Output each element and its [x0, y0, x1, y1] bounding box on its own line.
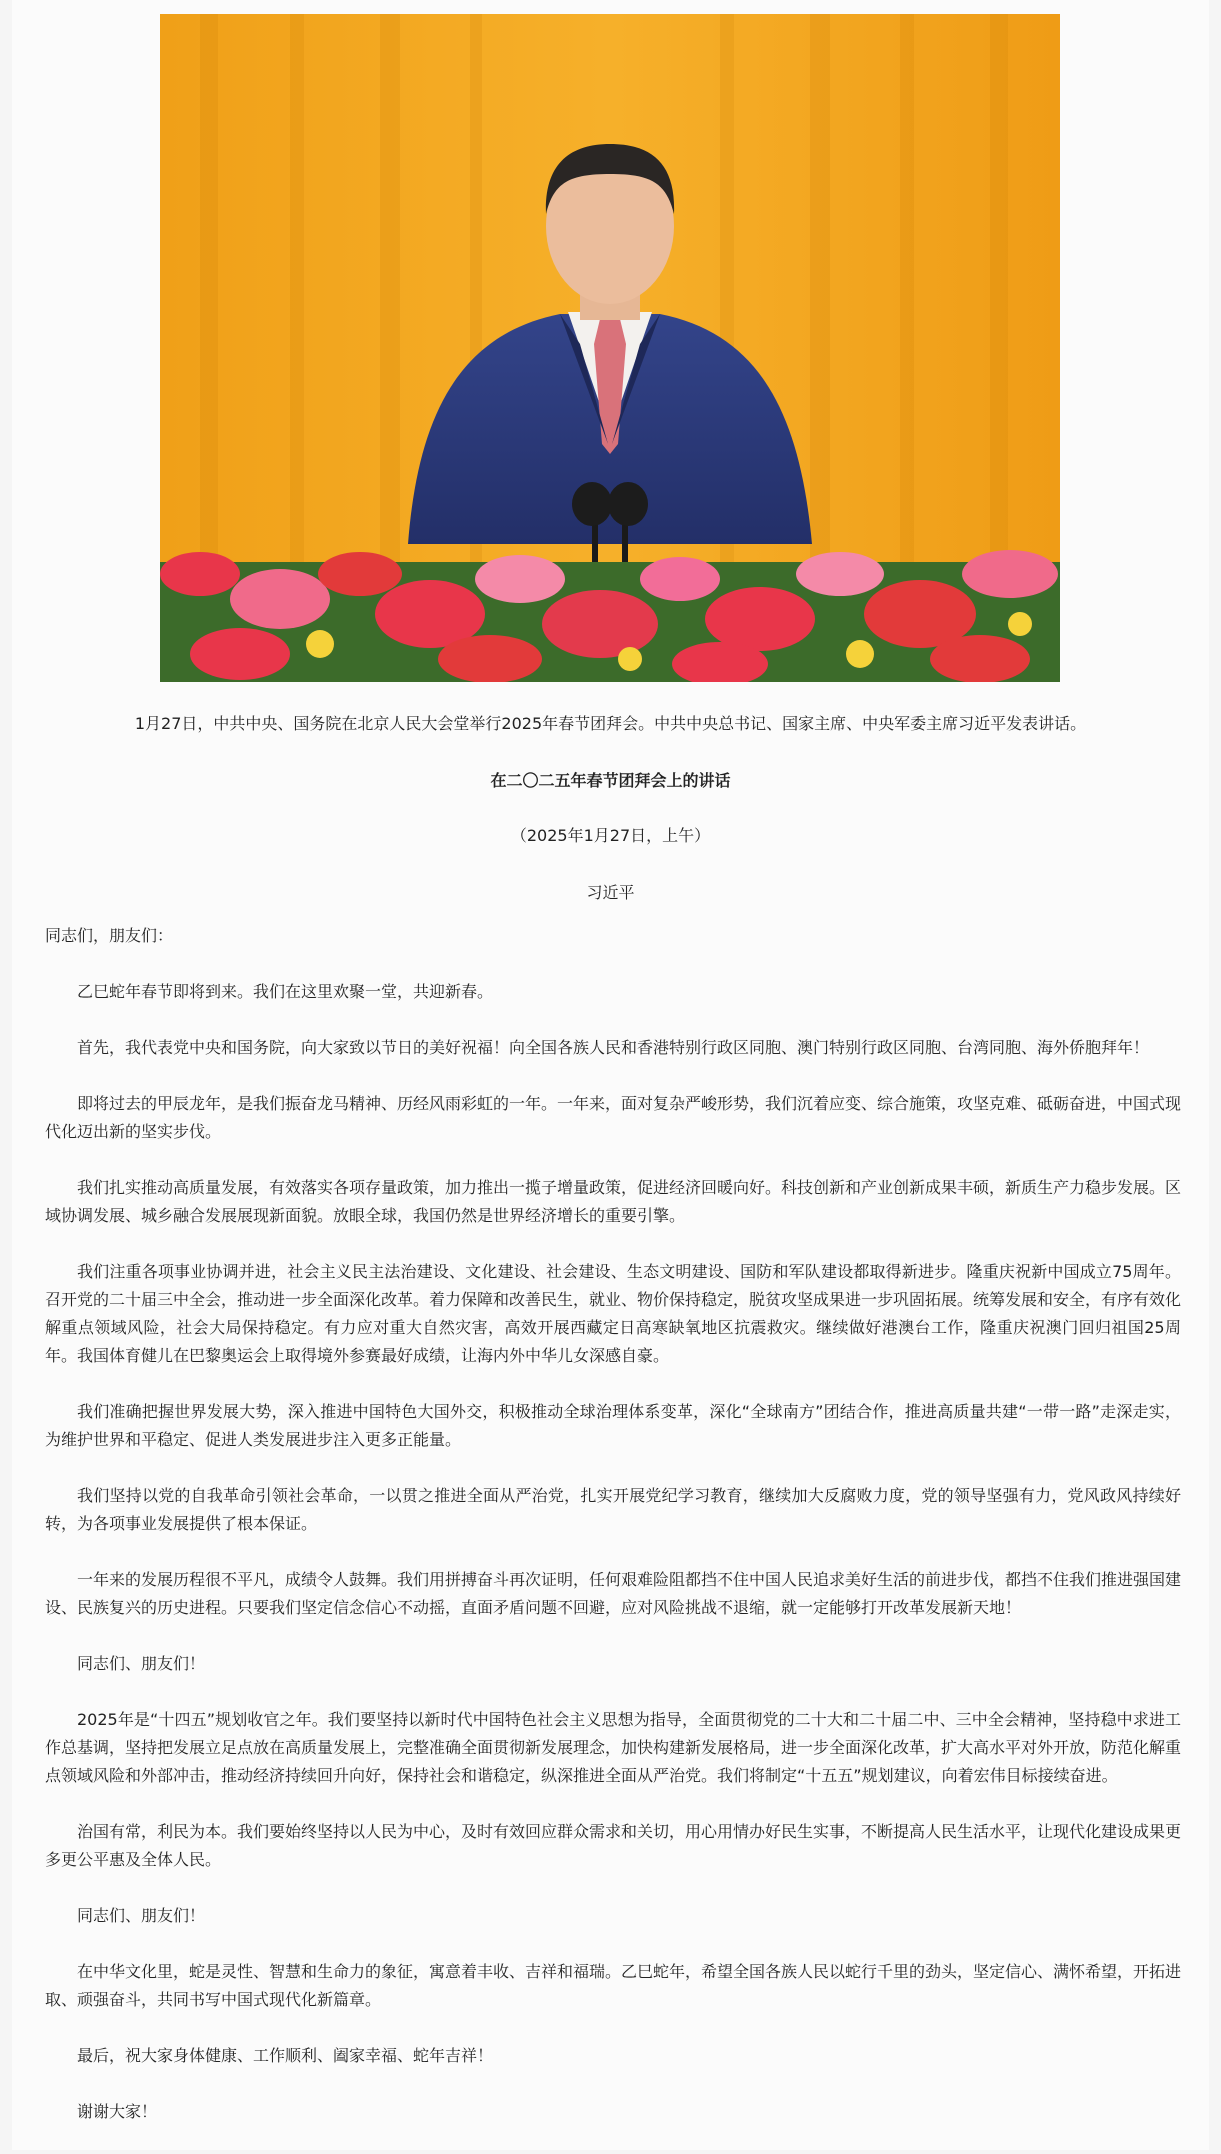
paragraph: 同志们、朋友们！ — [77, 1906, 206, 1926]
paragraph: 最后，祝大家身体健康、工作顺利、阖家幸福、蛇年吉祥！ — [77, 2046, 494, 2065]
article-author: 习近平 — [586, 883, 635, 902]
article-page — [12, 0, 1209, 2150]
paragraph: 我们坚持以党的自我革命引领社会革命，一以贯之推进全面从严治党，扎实开展党纪学习教育，继续加大反腐败力度，党的领导坚强有力，党风政风持续好转，为各项事业发展提供了根本保证。 — [45, 1486, 1181, 1534]
paragraph: 我们准确把握世界发展大势，深入推进中国特色大国外交，积极推动全球治理体系变革，深化“全球南方”团结合作，推进高质量共建“一带一路”走深走实，为维护世界和平稳定、促进人类发展进步注入更多正能量。 — [45, 1402, 1181, 1450]
speaker-photo — [160, 14, 1060, 682]
paragraph: 首先，我代表党中央和国务院，向大家致以节日的美好祝福！向全国各族人民和香港特别行政区同胞、澳门特别行政区同胞、台湾同胞、海外侨胞拜年！ — [77, 1038, 1150, 1057]
paragraph: 2025年是“十四五”规划收官之年。我们要坚持以新时代中国特色社会主义思想为指导，全面贯彻党的二十大和二十届二中、三中全会精神，坚持稳中求进工作总基调，坚持把发展立足点放在高质量发展上，完整准确全面贯彻新发展理念，加快构建新发展格局，进一步全面深化改革，扩大高水平对外开放，防范化解重点领域风险和外部冲击，推动经济持续回升向好，保持社会和谐稳定，纵深推进全面从严治党。我们将制定“十五五”规划建议，向着宏伟目标接续奋进。 — [45, 1710, 1182, 1786]
paragraph: 一年来的发展历程很不平凡，成绩令人鼓舞。我们用拼搏奋斗再次证明，任何艰难险阻都挡不住中国人民追求美好生活的前进步伐，都挡不住我们推进强国建设、民族复兴的历史进程。只要我们坚定信念信心不动摇，直面矛盾问题不回避，应对风险挑战不退缩，就一定能够打开改革发展新天地！ — [45, 1570, 1182, 1618]
article-body — [45, 922, 1181, 2154]
photo-caption: 1月27日，中共中央、国务院在北京人民大会堂举行2025年春节团拜会。中共中央总书记、国家主席、中央军委主席习近平发表讲话。 — [134, 714, 1087, 733]
paragraph: 谢谢大家！ — [77, 2101, 158, 2121]
photo-icon — [160, 14, 1060, 682]
paragraph-salutation: 同志们，朋友们： — [45, 926, 174, 945]
paragraph: 同志们、朋友们！ — [77, 1654, 206, 1674]
paragraph: 治国有常，利民为本。我们要始终坚持以人民为中心，及时有效回应群众需求和关切，用心用情办好民生实事，不断提高人民生活水平，让现代化建设成果更多更公平惠及全体人民。 — [45, 1822, 1182, 1870]
paragraph: 即将过去的甲辰龙年，是我们振奋龙马精神、历经风雨彩虹的一年。一年来，面对复杂严峻形势，我们沉着应变、综合施策，攻坚克难、砥砺奋进，中国式现代化迈出新的坚实步伐。 — [45, 1093, 1182, 1141]
article-title: 在二〇二五年春节团拜会上的讲话 — [490, 771, 731, 790]
paragraph: 我们扎实推动高质量发展，有效落实各项存量政策，加力推出一揽子增量政策，促进经济回暖向好。科技创新和产业创新成果丰硕，新质生产力稳步发展。区域协调发展、城乡融合发展展现新面貌。放眼全球，我国仍然是世界经济增长的重要引擎。 — [45, 1177, 1182, 1225]
paragraph: 乙巳蛇年春节即将到来。我们在这里欢聚一堂，共迎新春。 — [77, 982, 494, 1002]
paragraph: 在中华文化里，蛇是灵性、智慧和生命力的象征，寓意着丰收、吉祥和福瑞。乙巳蛇年，希望全国各族人民以蛇行千里的劲头，坚定信心、满怀希望，开拓进取、顽强奋斗，共同书写中国式现代化新篇章。 — [45, 1962, 1182, 2010]
article-date: （2025年1月27日，上午） — [510, 826, 711, 845]
paragraph: 我们注重各项事业协调并进，社会主义民主法治建设、文化建设、社会建设、生态文明建设、国防和军队建设都取得新进步。隆重庆祝新中国成立75周年。召开党的二十届三中全会，推动进一步全面深化改革。着力保障和改善民生，就业、物价保持稳定，脱贫攻坚成果进一步巩固拓展。统筹发展和安全，有序有效化解重点领域风险，社会大局保持稳定。有力应对重大自然灾害，高效开展西藏定日高寒缺氧地区抗震救灾。继续做好港澳台工作，隆重庆祝澳门回归祖国25周年。我国体育健儿在巴黎奥运会上取得境外参赛最好成绩，让海内外中华儿女深感自豪。 — [45, 1261, 1182, 1366]
